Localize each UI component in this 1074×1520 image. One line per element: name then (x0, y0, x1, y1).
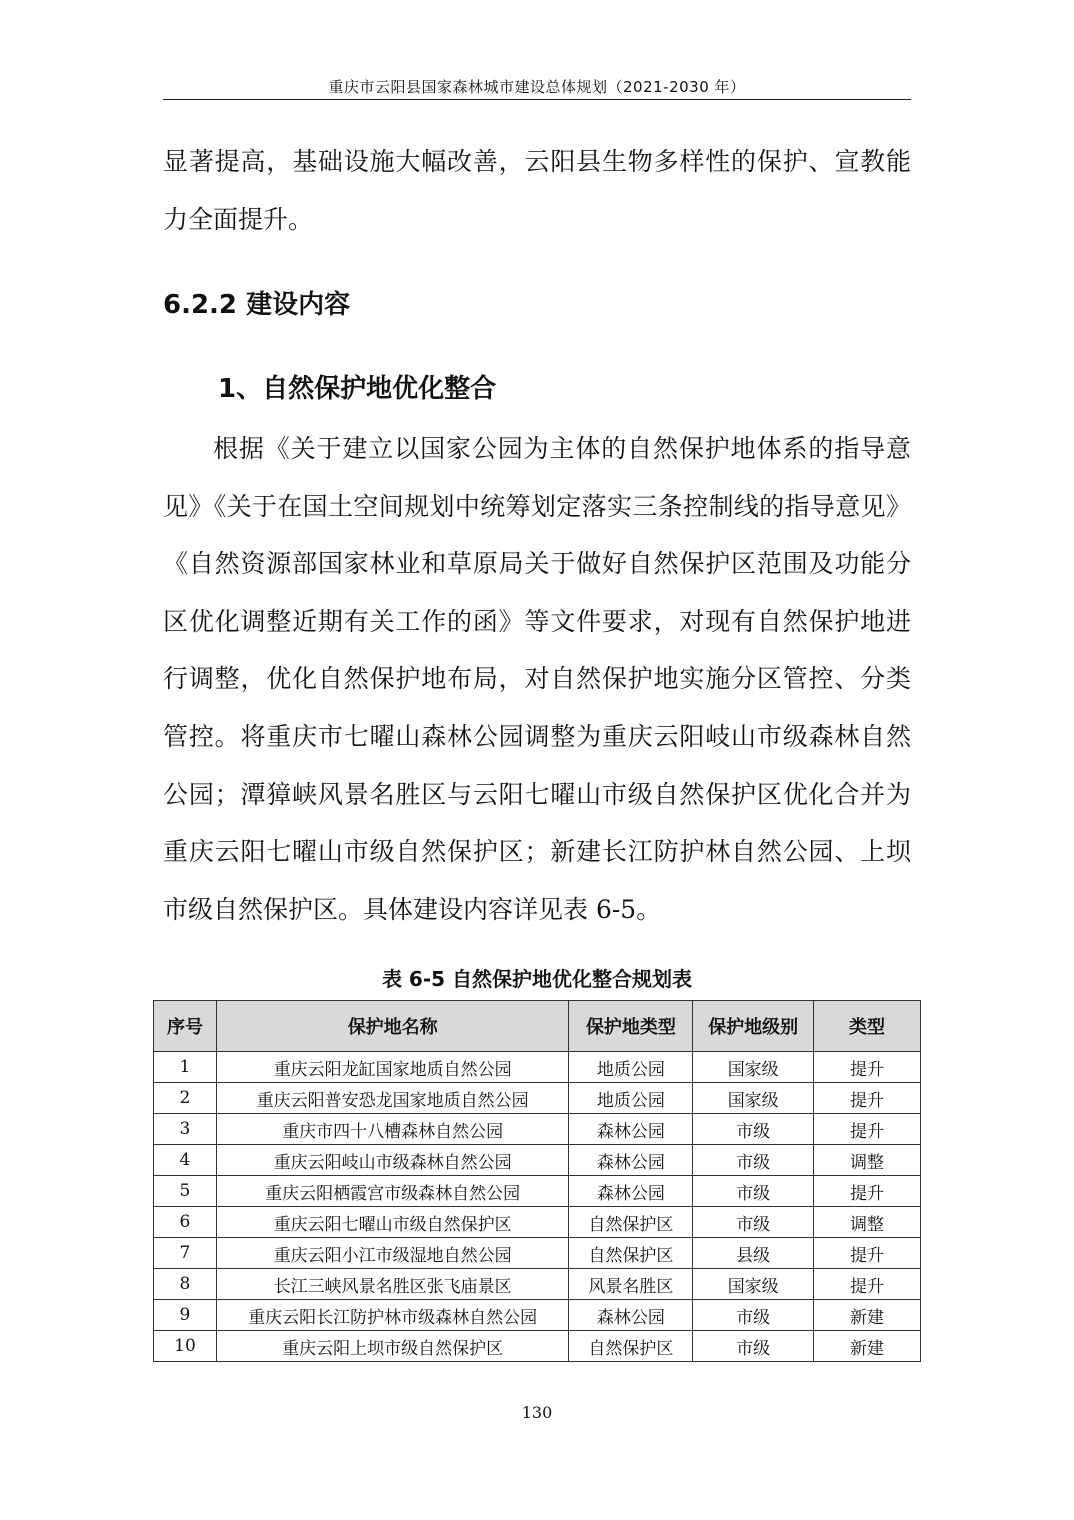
table-caption: 表 6-5 自然保护地优化整合规划表 (381, 967, 693, 991)
cell-area-type: 自然保护区 (569, 1207, 693, 1238)
table-row (154, 1145, 921, 1176)
cell-name: 重庆云阳龙缸国家地质自然公园 (216, 1052, 569, 1083)
cell-area-type: 地质公园 (569, 1083, 693, 1114)
cell-area-type: 自然保护区 (569, 1238, 693, 1269)
plan-table (153, 1000, 921, 1362)
cell-index: 9 (154, 1300, 217, 1331)
cell-index: 4 (154, 1145, 217, 1176)
cell-level: 国家级 (693, 1269, 814, 1300)
table-row (154, 1083, 921, 1114)
cell-level: 市级 (693, 1114, 814, 1145)
cell-level: 国家级 (693, 1083, 814, 1114)
header-index: 序号 (154, 1001, 217, 1052)
cell-action-type: 提升 (814, 1052, 921, 1083)
table-row (154, 1207, 921, 1238)
cell-action-type: 新建 (814, 1331, 921, 1362)
cell-level: 国家级 (693, 1052, 814, 1083)
section-heading: 6.2.2 建设内容 (163, 290, 351, 320)
header-action-type: 类型 (814, 1001, 921, 1052)
cell-index: 1 (154, 1052, 217, 1083)
cell-index: 7 (154, 1238, 217, 1269)
cell-level: 市级 (693, 1300, 814, 1331)
cell-action-type: 调整 (814, 1145, 921, 1176)
cell-action-type: 提升 (814, 1238, 921, 1269)
cell-level: 市级 (693, 1145, 814, 1176)
header-name: 保护地名称 (216, 1001, 569, 1052)
cell-action-type: 提升 (814, 1114, 921, 1145)
cell-area-type: 森林公园 (569, 1300, 693, 1331)
table-row (154, 1238, 921, 1269)
cell-area-type: 自然保护区 (569, 1331, 693, 1362)
cell-level: 市级 (693, 1207, 814, 1238)
cell-index: 5 (154, 1176, 217, 1207)
cell-index: 10 (154, 1331, 217, 1362)
cell-index: 6 (154, 1207, 217, 1238)
cell-action-type: 提升 (814, 1269, 921, 1300)
cell-level: 市级 (693, 1331, 814, 1362)
cell-index: 3 (154, 1114, 217, 1145)
running-header: 重庆市云阳县国家森林城市建设总体规划（2021-2030 年） (328, 78, 746, 96)
table-row (154, 1052, 921, 1083)
table-row (154, 1114, 921, 1145)
cell-area-type: 森林公园 (569, 1145, 693, 1176)
table-row (154, 1300, 921, 1331)
header-rule (163, 99, 911, 100)
table-header-row (154, 1001, 921, 1052)
header-area-type: 保护地类型 (569, 1001, 693, 1052)
table-row (154, 1331, 921, 1362)
cell-name: 重庆云阳普安恐龙国家地质自然公园 (216, 1083, 569, 1114)
cell-action-type: 提升 (814, 1083, 921, 1114)
cell-area-type: 森林公园 (569, 1114, 693, 1145)
cell-name: 重庆市四十八槽森林自然公园 (216, 1114, 569, 1145)
cell-area-type: 地质公园 (569, 1052, 693, 1083)
cell-index: 8 (154, 1269, 217, 1300)
cell-level: 市级 (693, 1176, 814, 1207)
subsection-heading: 1、自然保护地优化整合 (218, 374, 497, 404)
cell-name: 重庆云阳长江防护林市级森林自然公园 (216, 1300, 569, 1331)
cell-name: 重庆云阳岐山市级森林自然公园 (216, 1145, 569, 1176)
cell-area-type: 森林公园 (569, 1176, 693, 1207)
paragraph-continuation: 显著提高，基础设施大幅改善，云阳县生物多样性的保护、宣教能力全面提升。 (163, 147, 911, 234)
header-level: 保护地级别 (693, 1001, 814, 1052)
cell-action-type: 新建 (814, 1300, 921, 1331)
cell-index: 2 (154, 1083, 217, 1114)
paragraph-body: 根据《关于建立以国家公园为主体的自然保护地体系的指导意见》《关于在国土空间规划中统筹划定落实三条控制线的指导意见》《自然资源部国家林业和草原局关于做好自然保护区范围及功能分区优化调整近期有关工作的函》等文件要求，对现有自然保护地进行调整，优化自然保护地布局，对自然保护地实施分区管控、分类管控。将重庆市七曜山森林公园调整为重庆云阳岐山市级森林自然公园；潭獐峡风景名胜区与云阳七曜山市级自然保护区优化合并为重庆云阳七曜山市级自然保护区；新建长江防护林自然公园、上坝市级自然保护区。具体建设内容详见表 6-5。 (163, 434, 911, 924)
cell-name: 重庆云阳七曜山市级自然保护区 (216, 1207, 569, 1238)
cell-name: 重庆云阳小江市级湿地自然公园 (216, 1238, 569, 1269)
cell-area-type: 风景名胜区 (569, 1269, 693, 1300)
cell-action-type: 调整 (814, 1207, 921, 1238)
table-row (154, 1176, 921, 1207)
table-row (154, 1269, 921, 1300)
cell-name: 长江三峡风景名胜区张飞庙景区 (216, 1269, 569, 1300)
cell-action-type: 提升 (814, 1176, 921, 1207)
page-number: 130 (521, 1403, 553, 1422)
cell-name: 重庆云阳上坝市级自然保护区 (216, 1331, 569, 1362)
cell-level: 县级 (693, 1238, 814, 1269)
cell-name: 重庆云阳栖霞宫市级森林自然公园 (216, 1176, 569, 1207)
